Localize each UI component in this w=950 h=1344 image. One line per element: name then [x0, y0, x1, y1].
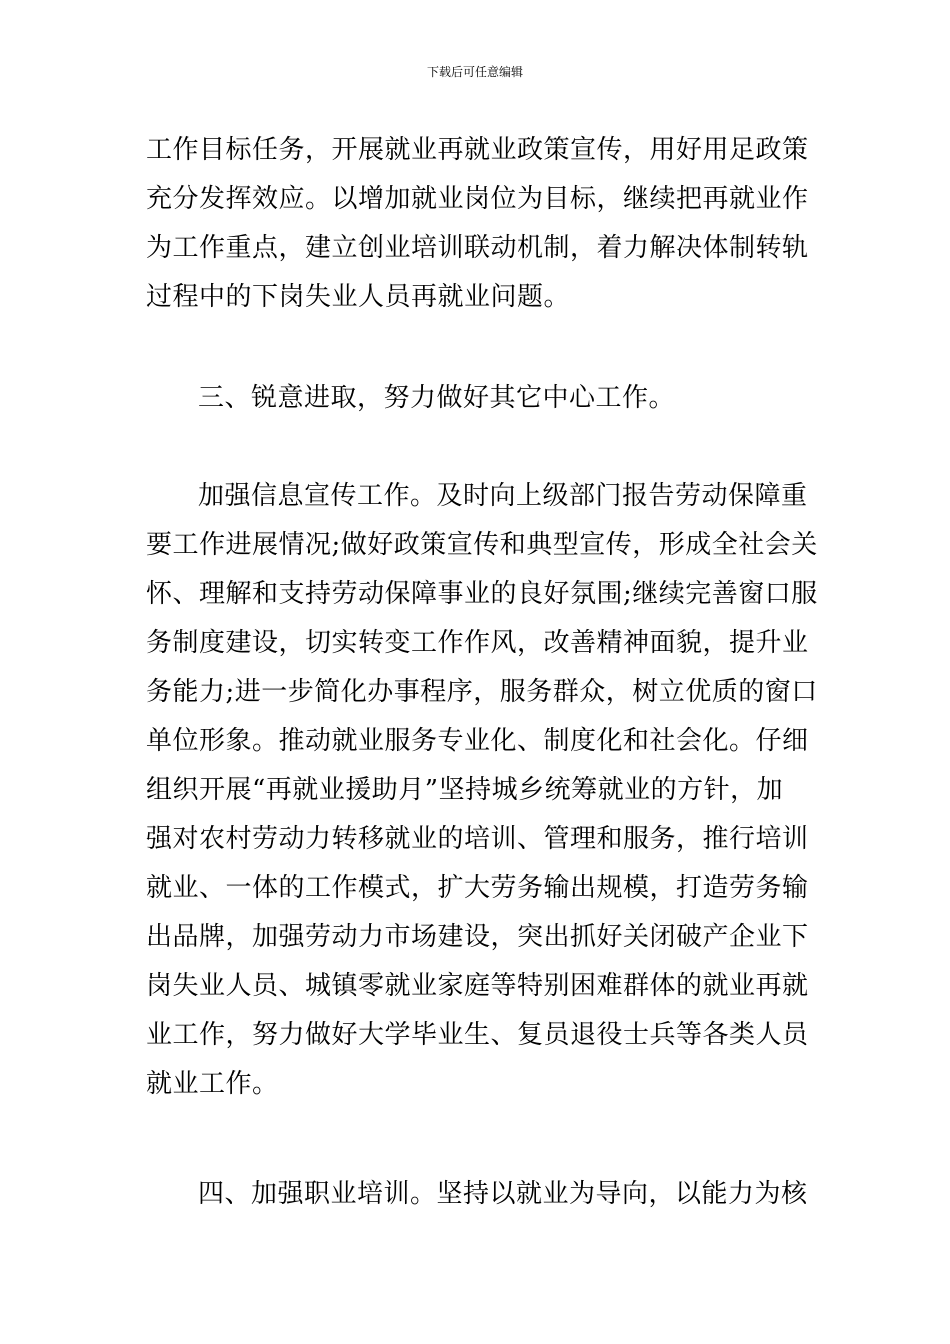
paragraph-information-publicity: [146, 472, 818, 1109]
text-line: 出品牌，加强劳动力市场建设，突出抓好关闭破产企业下: [146, 922, 809, 952]
page-header: 下载后可任意编辑: [426, 65, 523, 79]
text-line: 组织开展“再就业援助月”坚持城乡统筹就业的方针，加: [146, 775, 784, 805]
text-line: 单位形象。推动就业服务专业化、制度化和社会化。仔细: [146, 726, 809, 756]
text-line: 要工作进展情况;做好政策宣传和典型宣传，形成全社会关: [146, 530, 818, 560]
paragraph-employment-policy: [146, 126, 808, 322]
text-line: 加强信息宣传工作。及时向上级部门报告劳动保障重: [198, 481, 808, 511]
text-line: 三、锐意进取，努力做好其它中心工作。: [198, 383, 676, 413]
text-line: 岗失业人员、城镇零就业家庭等特别困难群体的就业再就: [146, 971, 809, 1001]
text-line: 为工作重点，建立创业培训联动机制，着力解决体制转轨: [146, 233, 809, 263]
text-line: 就业、一体的工作模式，扩大劳务输出规模，打造劳务输: [146, 873, 809, 903]
text-line: 务能力;进一步简化办事程序，服务群众，树立优质的窗口: [146, 677, 818, 707]
text-line: 业工作，努力做好大学毕业生、复员退役士兵等各类人员: [146, 1020, 809, 1050]
text-line: 务制度建设，切实转变工作作风，改善精神面貌，提升业: [146, 628, 809, 658]
text-line: 强对农村劳动力转移就业的培训、管理和服务，推行培训: [146, 824, 809, 854]
text-line: 四、加强职业培训。坚持以就业为导向，以能力为核: [198, 1179, 808, 1209]
text-line: 充分发挥效应。以增加就业岗位为目标，继续把再就业作: [146, 184, 809, 214]
section-heading-four: [146, 1170, 808, 1219]
section-heading-three: [146, 374, 808, 423]
text-line: 工作目标任务，开展就业再就业政策宣传，用好用足政策: [146, 135, 809, 165]
text-line: 怀、理解和支持劳动保障事业的良好氛围;继续完善窗口服: [146, 579, 818, 609]
text-line: 就业工作。: [146, 1069, 279, 1099]
text-line: 过程中的下岗失业人员再就业问题。: [146, 282, 571, 312]
